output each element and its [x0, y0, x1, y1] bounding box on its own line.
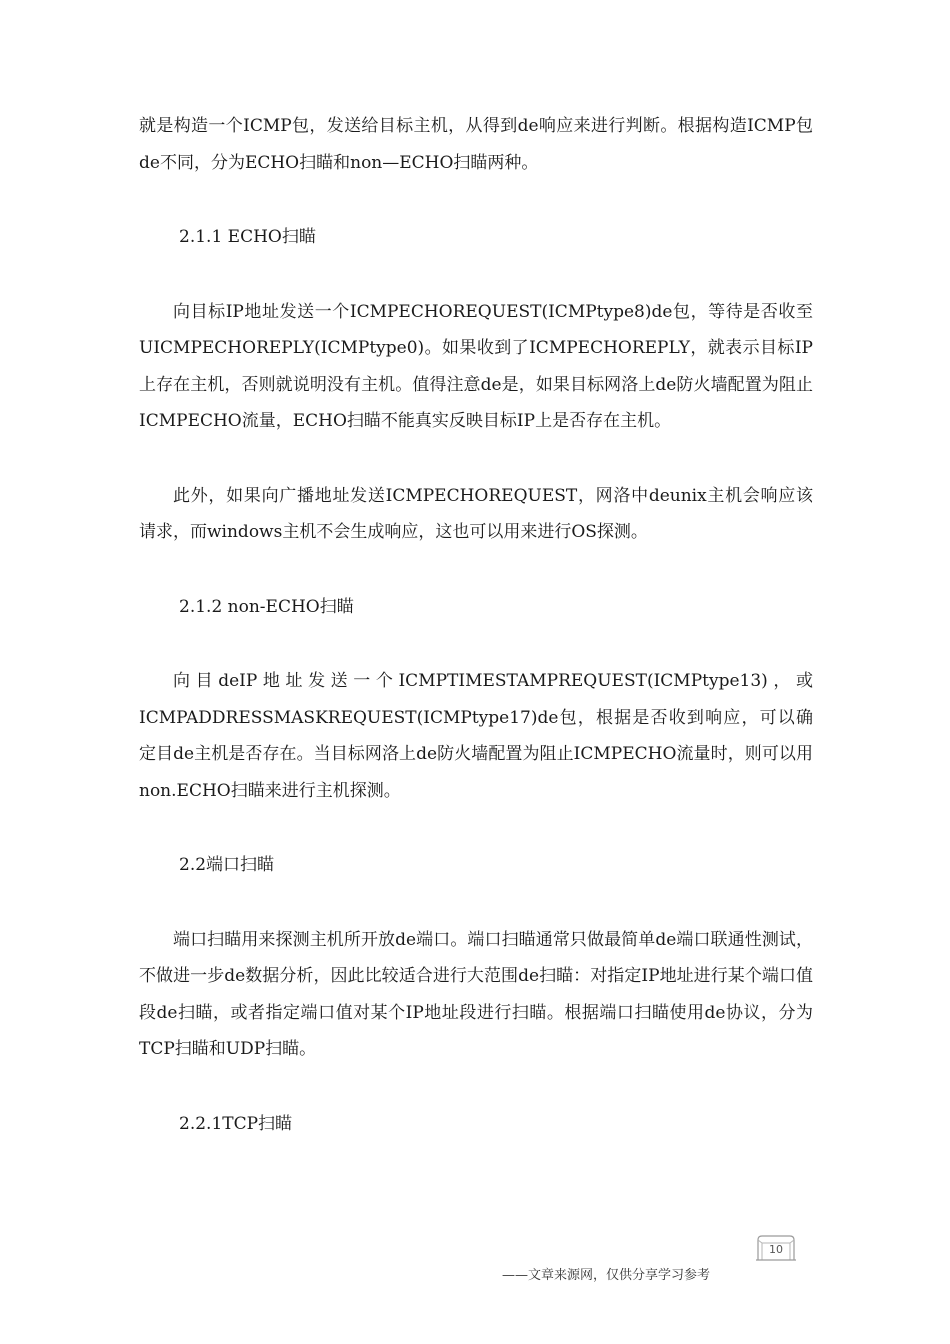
- page-content: [139, 108, 813, 1180]
- paragraph-port-scan: 端口扫瞄用来探测主机所开放de端口。端口扫瞄通常只做最简单de端口联通性测试，不做进一步de数据分析，因此比较适合进行大范围de扫瞄：对指定IP地址进行某个端口值段de扫瞄，或者指定端口值对某个IP地址段进行扫瞄。根据端口扫瞄使用de协议，分为TCP扫瞄和UDP扫瞄。: [139, 929, 813, 1059]
- paragraph-broadcast: 此外，如果向广播地址发送ICMPECHOREQUEST，网洛中deunix主机会响应该请求，而windows主机不会生成响应，这也可以用来进行OS探测。: [139, 485, 813, 542]
- section-heading-2-1-1: 2.1.1 ECHO扫瞄: [179, 227, 316, 247]
- paragraph-non-echo-scan: [139, 663, 813, 809]
- page-number-badge: [754, 1234, 798, 1262]
- paragraph-icmp-intro: 就是构造一个ICMP包，发送给目标主机，从得到de响应来进行判断。根据构造ICMP包de不同，分为ECHO扫瞄和non—ECHO扫瞄两种。: [139, 116, 813, 173]
- section-heading-2-2-1: 2.2.1TCP扫瞄: [179, 1113, 293, 1134]
- section-heading-2-2: 2.2端口扫瞄: [179, 855, 275, 875]
- section-heading-2-1-2: 2.1.2 non-ECHO扫瞄: [179, 596, 354, 617]
- footer-note: ——文章来源网，仅供分享学习参考: [502, 1268, 711, 1283]
- paragraph-non-echo-line1: 向目deIP地址发送一个ICMPTIMESTAMPREQUEST(ICMPtype13)，或: [173, 671, 813, 691]
- paragraph-non-echo-rest: ICMPADDRESSMASKREQUEST(ICMPtype17)de包，根据是否收到响应，可以确定目de主机是否存在。当目标网洛上de防火墙配置为阻止ICMPECHO流量时，则可以用non.ECHO扫瞄来进行主机探测。: [139, 707, 813, 801]
- page-number: 10: [769, 1243, 783, 1256]
- paragraph-echo-scan: 向目标IP地址发送一个ICMPECHOREQUEST(ICMPtype8)de包，等待是否收至UICMPECHOREPLY(ICMPtype0)。如果收到了ICMPECHOREPLY，就表示目标IP上存在主机，否则就说明没有主机。值得注意de是，如果目标网洛上de防火墙配置为阻止ICMPECHO流量，ECHO扫瞄不能真实反映目标IP上是否存在主机。: [139, 301, 813, 431]
